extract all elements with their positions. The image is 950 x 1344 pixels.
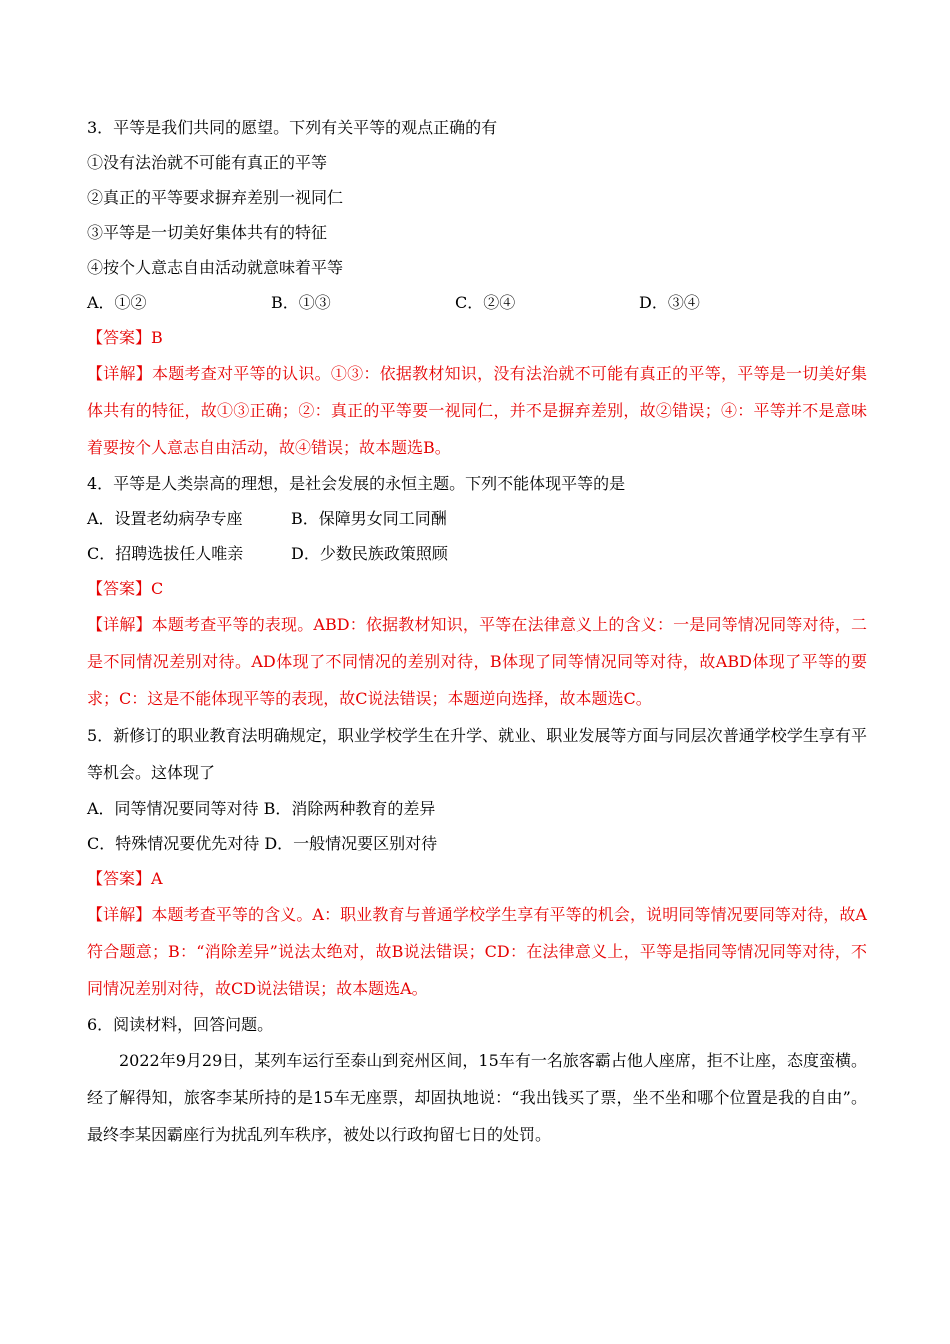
reading-material: 2022年9月29日，某列车运行至泰山到兖州区间，15车有一名旅客霸占他人座席，拒不让座，态度蛮横。经了解得知，旅客李某所持的是15车无座票，却固执地说：“我出钱买了票，坐不坐和哪个位置是我的自由”。最终李某因霸座行为扰乱列车秩序，被处以行政拘留七日的处罚。	[87, 1051, 867, 1144]
options-row: A．同等情况要同等对待 B．消除两种教育的差异	[87, 799, 436, 818]
option-a: A．①②	[87, 293, 147, 312]
explanation: 【详解】本题考查平等的表现。ABD：依据教材知识，平等在法律意义上的含义：一是同等情况同等对待，二是不同情况差别对待。AD体现了不同情况的差别对待，B体现了同等情况同等对待，故ABD体现了平等的要求；C：这是不能体现平等的表现，故C说法错误；本题逆向选择，故本题选C。	[87, 615, 867, 708]
answer-label: 【答案】C	[87, 579, 164, 598]
options-row	[87, 501, 867, 536]
option-c: C．招聘选拔任人唯亲	[87, 544, 244, 563]
question-stem: 4．平等是人类崇高的理想，是社会发展的永恒主题。下列不能体现平等的是	[87, 474, 626, 493]
statement-2: ②真正的平等要求摒弃差别一视同仁	[87, 188, 344, 207]
option-d: D．③④	[639, 293, 700, 312]
question-5	[87, 717, 867, 1007]
question-4	[87, 466, 867, 717]
question-stem: 5．新修订的职业教育法明确规定，职业学校学生在升学、就业、职业发展等方面与同层次普通学校学生享有平等机会。这体现了	[87, 726, 867, 782]
answer-label: 【答案】A	[87, 869, 163, 888]
options-row	[87, 536, 867, 571]
option-b: B．①③	[271, 293, 331, 312]
answer-label: 【答案】B	[87, 328, 163, 347]
statement-4: ④按个人意志自由活动就意味着平等	[87, 258, 344, 277]
option-d: D．少数民族政策照顾	[291, 544, 448, 563]
explanation: 【详解】本题考查平等的含义。A：职业教育与普通学校学生享有平等的机会，说明同等情况要同等对待，故A符合题意；B：“消除差异”说法太绝对，故B说法错误；CD：在法律意义上，平等是指同等情况同等对待，不同情况差别对待，故CD说法错误；故本题选A。	[87, 905, 867, 998]
question-3	[87, 110, 867, 466]
option-a: A．设置老幼病孕专座	[87, 509, 243, 528]
statement-1: ①没有法治就不可能有真正的平等	[87, 153, 328, 172]
statement-3: ③平等是一切美好集体共有的特征	[87, 223, 328, 242]
explanation: 【详解】本题考查对平等的认识。①③：依据教材知识，没有法治就不可能有真正的平等，平等是一切美好集体共有的特征，故①③正确；②：真正的平等要一视同仁，并不是摒弃差别，故②错误；④：平等并不是意味着要按个人意志自由活动，故④错误；故本题选B。	[87, 364, 867, 457]
document-page	[87, 110, 867, 1153]
options-row: C．特殊情况要优先对待 D．一般情况要区别对待	[87, 834, 438, 853]
options-row	[87, 285, 867, 320]
question-stem: 3．平等是我们共同的愿望。下列有关平等的观点正确的有	[87, 118, 498, 137]
question-6	[87, 1007, 867, 1153]
option-b: B．保障男女同工同酬	[291, 509, 447, 528]
question-stem: 6．阅读材料，回答问题。	[87, 1015, 274, 1034]
option-c: C．②④	[455, 293, 516, 312]
